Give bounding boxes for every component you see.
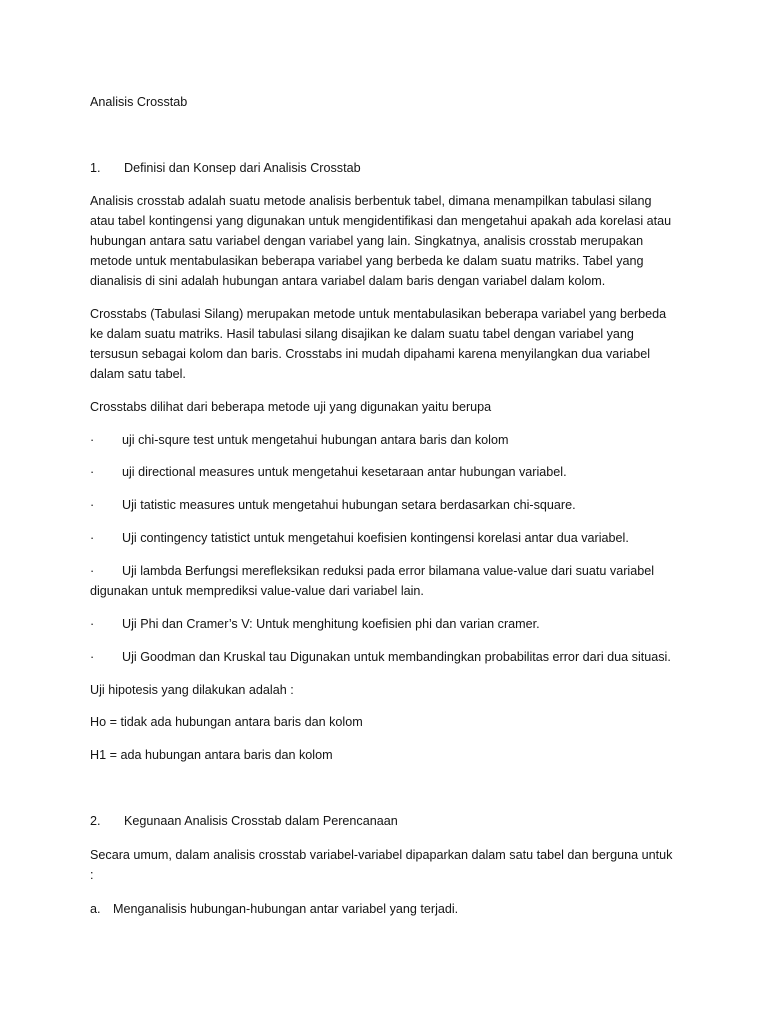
paragraph-line: Analisis crosstab adalah suatu metode analisis berbentuk tabel, dimana menampilkan tabulasi silang [90, 194, 652, 208]
item-a-label: a. [90, 902, 101, 916]
paragraph-line: ke dalam suatu matriks. Hasil tabulasi silang disajikan ke dalam suatu tabel dengan variabel yang [90, 327, 634, 341]
section-1-paragraph-3: Crosstabs dilihat dari beberapa metode uji yang digunakan yaitu berupa [90, 400, 492, 414]
bullet-text: Uji contingency tatistict untuk mengetahui koefisien kontingensi korelasi antar dua variabel. [122, 531, 629, 545]
bullet-text: Uji tatistic measures untuk mengetahui hubungan setara berdasarkan chi-square. [122, 498, 576, 512]
bullet-marker: · [90, 465, 95, 479]
hypothesis-h0: Ho = tidak ada hubungan antara baris dan kolom [90, 715, 363, 729]
section-2-number: 2. [90, 814, 101, 828]
section-1-number: 1. [90, 161, 101, 175]
bullet-marker: · [90, 531, 95, 545]
section-2-heading: Kegunaan Analisis Crosstab dalam Perencanaan [124, 814, 398, 828]
bullet-text: Uji Goodman dan Kruskal tau Digunakan untuk membandingkan probabilitas error dari dua situasi. [122, 650, 671, 664]
paragraph-line: tersusun sebagai kolom dan baris. Crosstabs ini mudah dipahami karena menyilangkan dua variabel [90, 347, 651, 361]
bullet-text: uji directional measures untuk mengetahui kesetaraan antar hubungan variabel. [122, 465, 567, 479]
paragraph-line: : [90, 868, 94, 882]
section-1-heading: Definisi dan Konsep dari Analisis Crosstab [124, 161, 361, 175]
bullet-text: uji chi-squre test untuk mengetahui hubungan antara baris dan kolom [122, 433, 509, 447]
paragraph-line: Crosstabs (Tabulasi Silang) merupakan metode untuk mentabulasikan beberapa variabel yang berbeda [90, 307, 667, 321]
bullet-marker: · [90, 498, 95, 512]
paragraph-line: metode untuk mentabulasikan beberapa variabel yang berbeda ke dalam suatu matriks. Tabel yang [90, 254, 644, 268]
hypothesis-intro: Uji hipotesis yang dilakukan adalah : [90, 683, 294, 697]
bullet-text: Uji Phi dan Cramer’s V: Untuk menghitung koefisien phi dan varian cramer. [122, 617, 540, 631]
paragraph-line: dalam satu tabel. [90, 367, 186, 381]
hypothesis-h1: H1 = ada hubungan antara baris dan kolom [90, 748, 333, 762]
bullet-marker: · [90, 433, 95, 447]
paragraph-line: hubungan antara satu variabel dengan variabel yang lain. Singkatnya, analisis crosstab merupakan [90, 234, 644, 248]
bullet-text-continuation: digunakan untuk memprediksi value-value dari variabel lain. [90, 584, 424, 598]
paragraph-line: Secara umum, dalam analisis crosstab variabel-variabel dipaparkan dalam satu tabel dan berguna untuk [90, 848, 673, 862]
paragraph-line: dianalisis di sini adalah hubungan antara variabel dalam baris dengan variabel dalam kolom. [90, 274, 606, 288]
bullet-text: Uji lambda Berfungsi merefleksikan reduksi pada error bilamana value-value dari suatu variabel [122, 564, 655, 578]
bullet-marker: · [90, 564, 95, 578]
document-title: Analisis Crosstab [90, 95, 188, 109]
bullet-marker: · [90, 650, 95, 664]
bullet-marker: · [90, 617, 95, 631]
paragraph-line: atau tabel kontingensi yang digunakan untuk mengidentifikasi dan mengetahui apakah ada korelasi atau [90, 214, 672, 228]
item-a-text: Menganalisis hubungan-hubungan antar variabel yang terjadi. [113, 902, 459, 916]
